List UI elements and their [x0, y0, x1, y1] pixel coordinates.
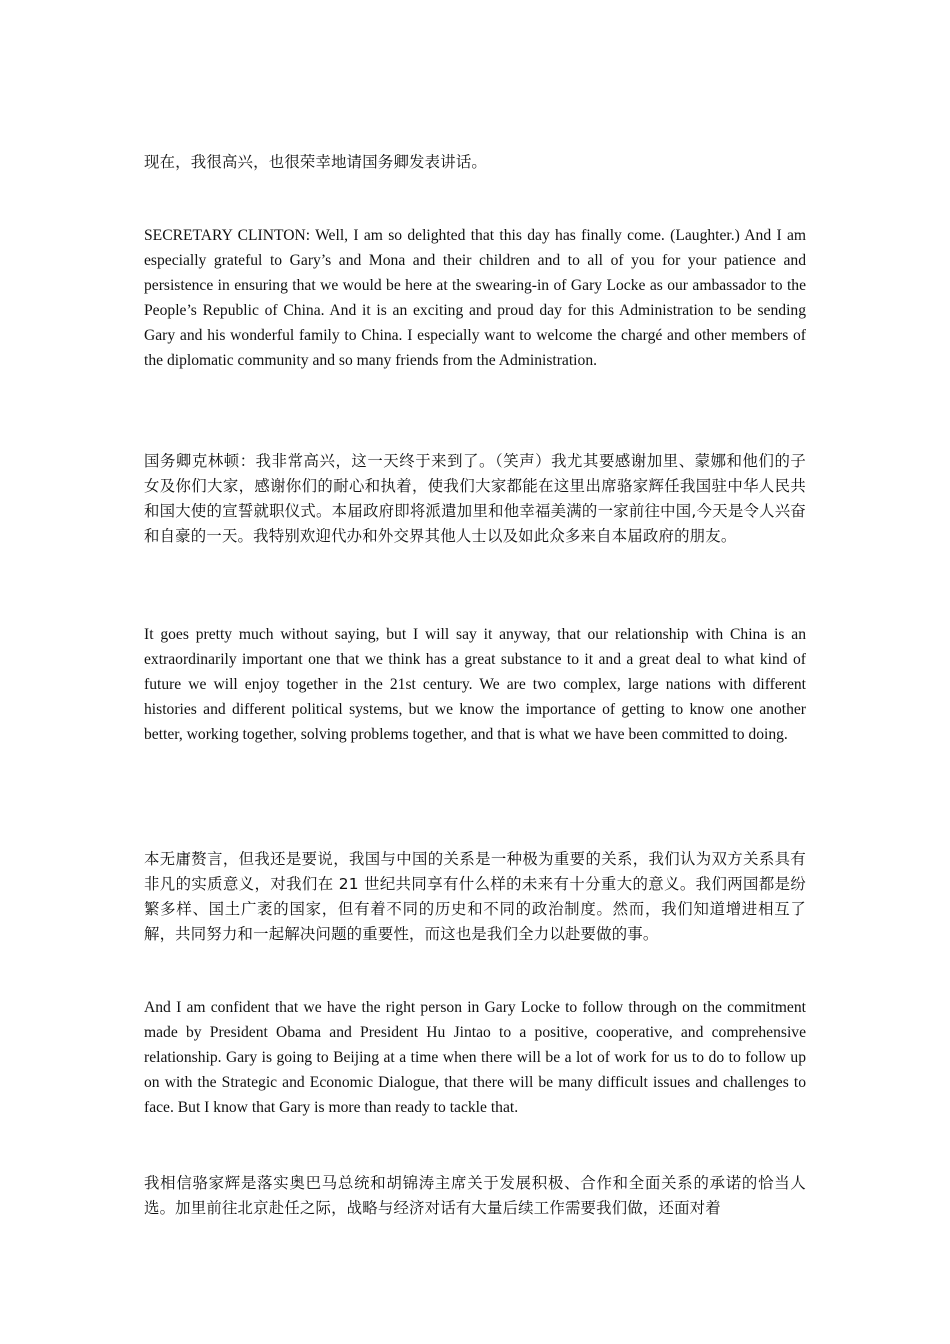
paragraph-en-clinton-opening: SECRETARY CLINTON: Well, I am so delighted that this day has finally come. (Laughter.) And I am especially grateful to Gary’s and Mona and their children and to all of you for your patience and persistence in ensuring that we would be here at the swearing-in of Gary Locke as our ambassador to the People’s Republic of China. And it is an exciting and proud day for this Administration to be sending Gary and his wonderful family to China. I especially want to welcome the chargé and other members of the diplomatic community and so many friends from the Administration.: [144, 227, 806, 369]
paragraph-zh-china-relationship: 本无庸赘言，但我还是要说，我国与中国的关系是一种极为重要的关系，我们认为双方关系具有非凡的实质意义，对我们在 21 世纪共同享有什么样的未来有十分重大的意义。我们两国都是纷繁多样、国土广袤的国家，但有着不同的历史和不同的政治制度。然而，我们知道增进相互了解，共同努力和一起解决问题的重要性，而这也是我们全力以赴要做的事。: [144, 850, 806, 943]
paragraph-en-gary-locke: And I am confident that we have the right person in Gary Locke to follow through on the commitment made by President Obama and President Hu Jintao to a positive, cooperative, and comprehensive relationship. Gary is going to Beijing at a time when there will be a lot of work for us to do to follow up on with the Strategic and Economic Dialogue, that there will be many difficult issues and challenges to face. But I know that Gary is more than ready to tackle that.: [144, 999, 806, 1116]
paragraph-zh-intro: 现在，我很高兴，也很荣幸地请国务卿发表讲话。: [144, 153, 487, 171]
paragraph-zh-gary-locke: 我相信骆家辉是落实奥巴马总统和胡锦涛主席关于发展积极、合作和全面关系的承诺的恰当人选。加里前往北京赴任之际，战略与经济对话有大量后续工作需要我们做，还面对着: [144, 1174, 806, 1217]
paragraph-en-china-relationship: It goes pretty much without saying, but I will say it anyway, that our relationship with China is an extraordinarily important one that we think has a great substance to it and a great deal to what kind of future we will enjoy together in the 21st century. We are two complex, large nations with different histories and different political systems, but we know the importance of getting to know one another better, working together, solving problems together, and that is what we have been committed to doing.: [144, 626, 806, 743]
paragraph-zh-clinton-opening: 国务卿克林顿：我非常高兴，这一天终于来到了。（笑声）我尤其要感谢加里、蒙娜和他们的子女及你们大家，感谢你们的耐心和执着，使我们大家都能在这里出席骆家辉任我国驻中华人民共和国大使的宣誓就职仪式。本届政府即将派遣加里和他幸福美满的一家前往中国,今天是令人兴奋和自豪的一天。我特别欢迎代办和外交界其他人士以及如此众多来自本届政府的朋友。: [144, 452, 806, 545]
